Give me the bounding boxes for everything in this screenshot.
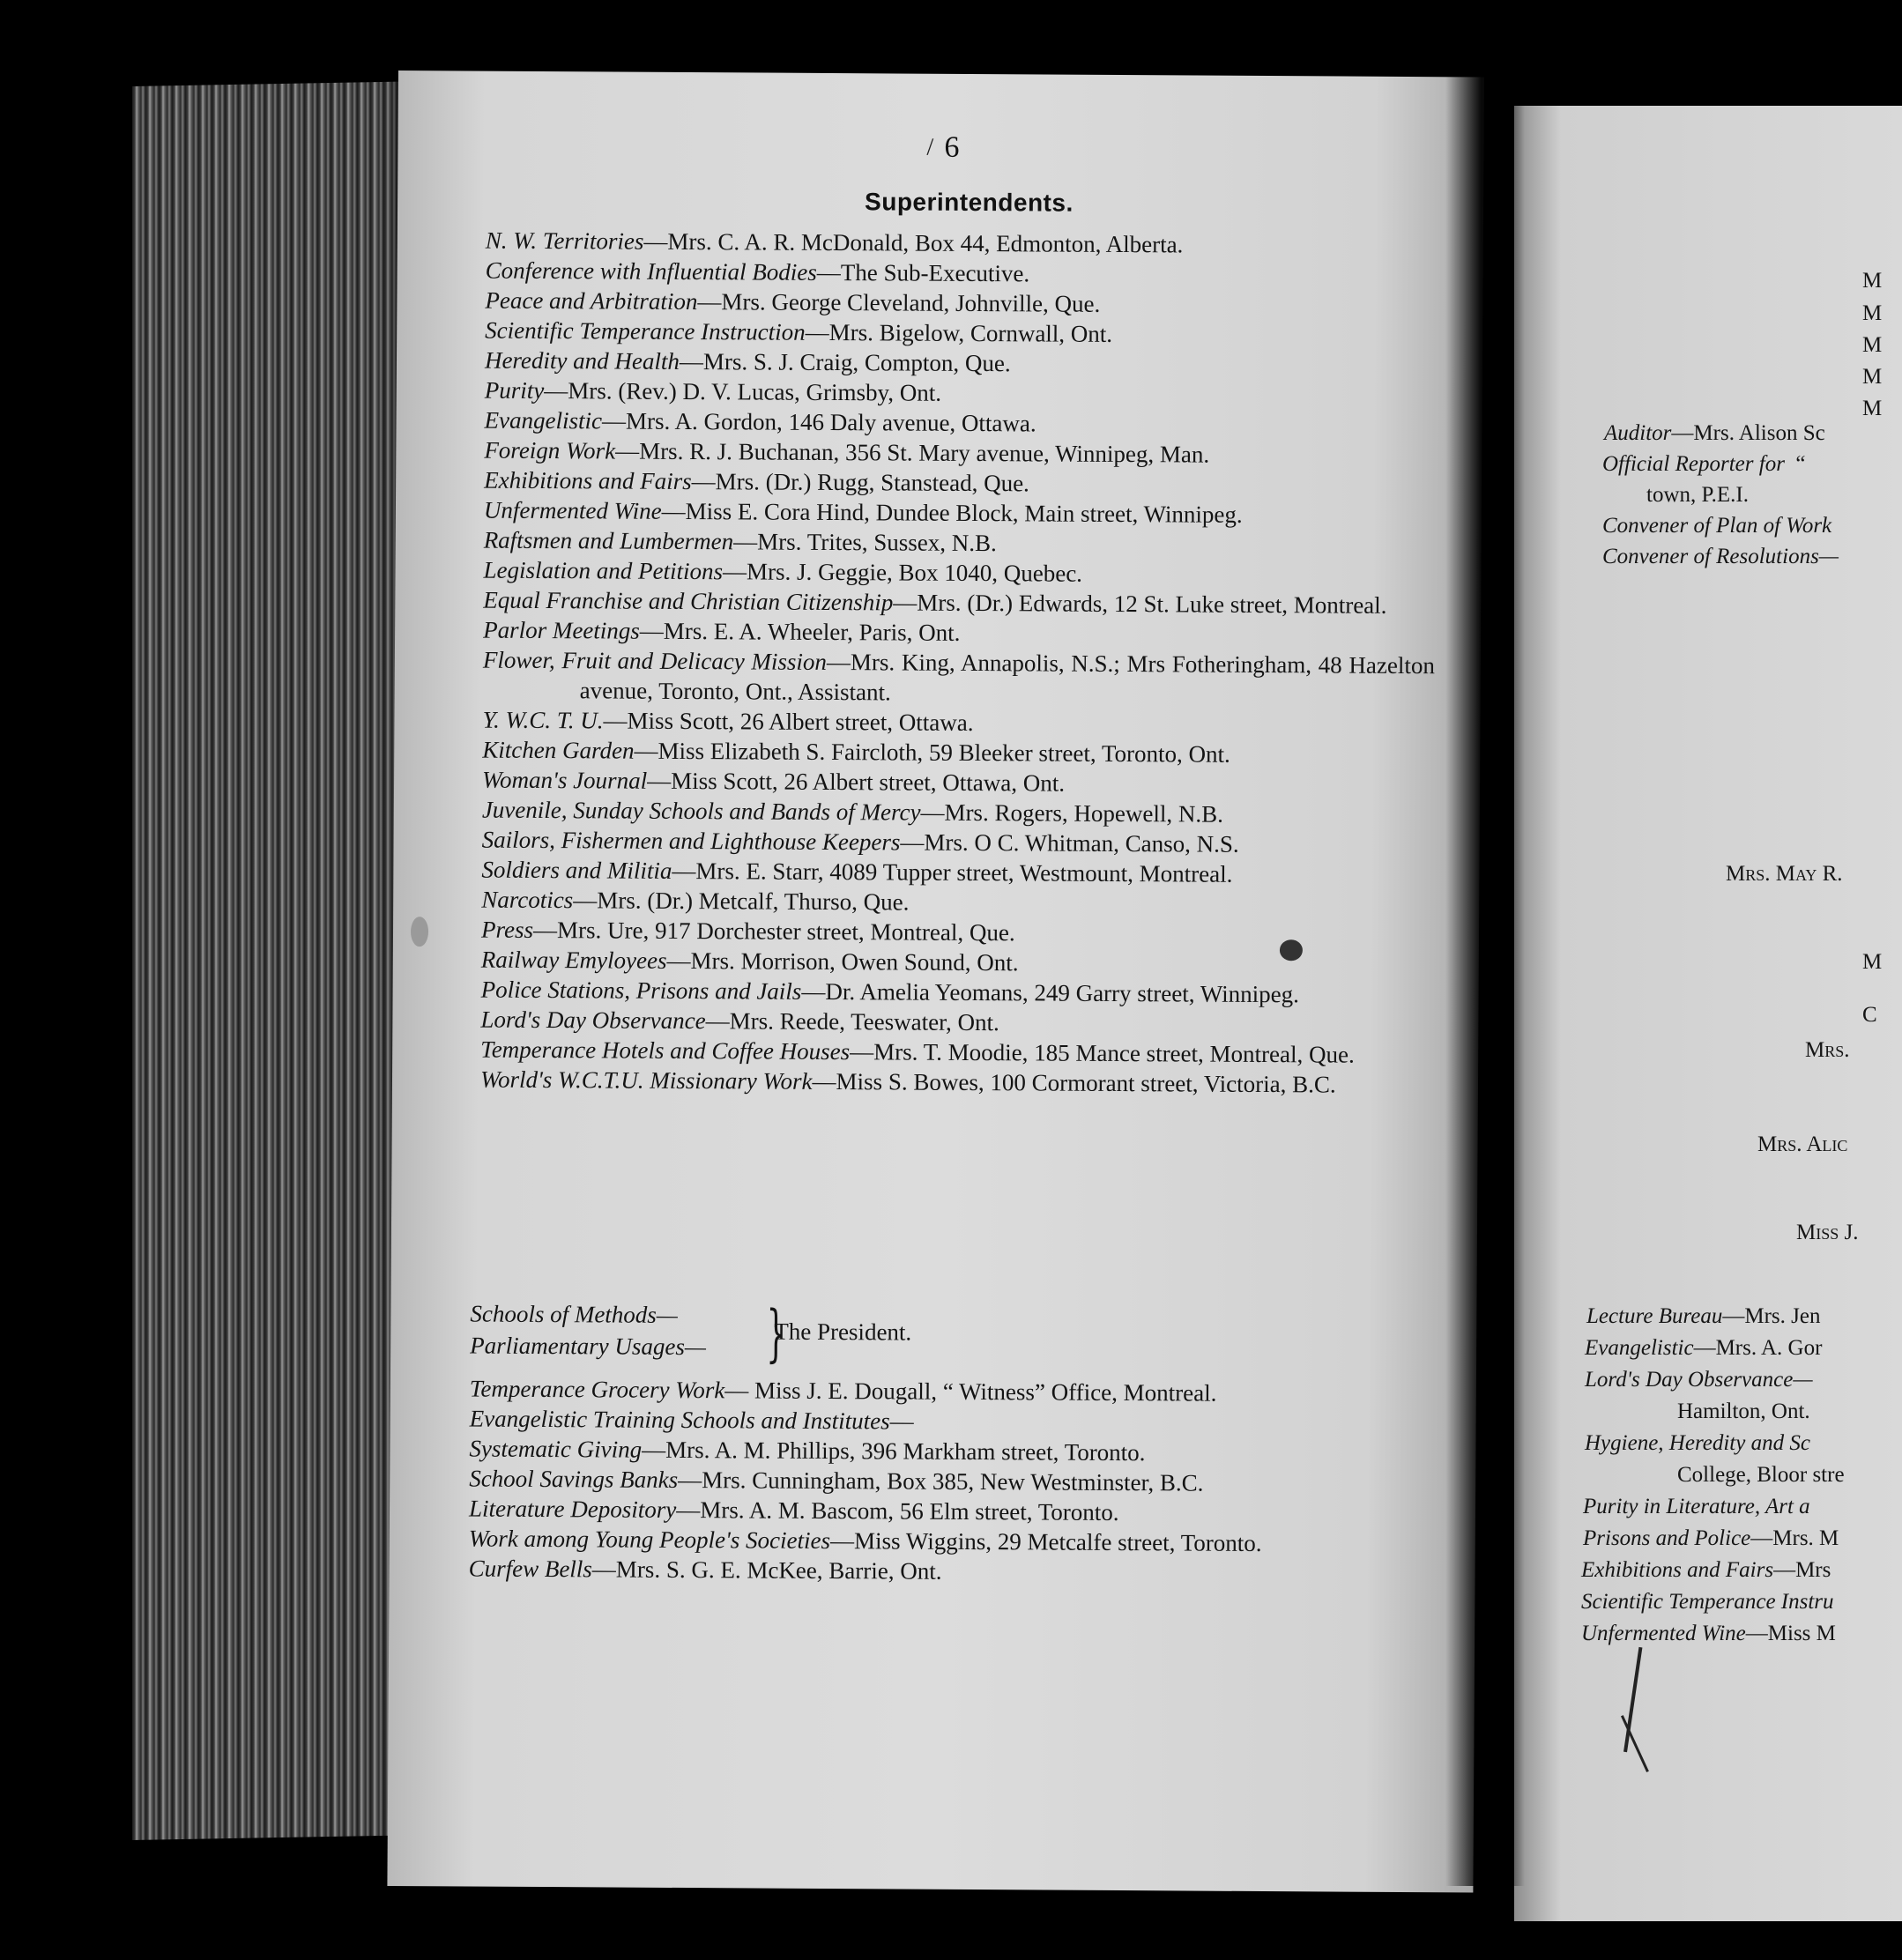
lecture-holder: —Mrs. Jen [1722,1304,1821,1328]
scientific-office: Scientific Temperance Instru [1581,1590,1834,1614]
lecture-line [1586,1304,1820,1329]
resolutions-line [1602,545,1839,569]
department-name: Unfermented Wine [483,496,662,524]
evangelistic-line [1585,1336,1822,1361]
right-page-fragment: Mrs. May R. [1726,862,1843,886]
superintendent-name: —Mrs. Reede, Teeswater, Ont. [705,1007,999,1036]
unfermented-office: Unfermented Wine [1581,1622,1746,1645]
right-page-fragment: M [1862,950,1883,974]
superintendent-name: —Mrs. S. J. Craig, Compton, Que. [679,347,1011,377]
unfermented-holder: —Miss M [1745,1622,1836,1645]
scientific-line [1581,1590,1834,1615]
lords-day-continuation: Hamilton, Ont. [1677,1399,1810,1423]
superintendent-name: —Mrs. A. M. Bascom, 56 Elm street, Toronto. [676,1496,1119,1526]
superintendent-name: —Mrs. R. J. Buchanan, 356 St. Mary avenue, Winnipeg, Man. [615,437,1210,468]
exhibitions-line [1581,1558,1831,1583]
auditor-holder: —Mrs. Alison Sc [1671,421,1825,445]
department-name: Narcotics [481,886,574,914]
department-name: Evangelistic Training Schools and Institutes [469,1405,890,1435]
lords-day-office: Lord's Day Observance— [1585,1368,1813,1392]
superintendent-name: —Miss Scott, 26 Albert street, Ottawa. [603,707,974,736]
department-name: Conference with Influential Bodies [485,256,817,286]
department-name: Peace and Arbitration [485,286,698,316]
superintendent-name: —Dr. Amelia Yeomans, 249 Garry street, Winnipeg. [801,977,1300,1008]
department-name: Work among Young People's Societies [468,1525,831,1555]
superintendent-name: —Miss E. Cora Hind, Dundee Block, Main street, Winnipeg. [661,497,1243,528]
department-name: Flower, Fruit and Delicacy Mission [482,646,828,675]
department-name: Legislation and Petitions [483,556,724,585]
purity-office: Purity in Literature, Art a [1583,1495,1810,1518]
superintendent-name: —Mrs. (Rev.) D. V. Lucas, Grimsby, Ont. [544,377,942,406]
evangelistic-office: Evangelistic [1585,1336,1694,1360]
department-name: Equal Franchise and Christian Citizenship [483,586,894,616]
ink-blot [411,917,428,947]
lecture-office: Lecture Bureau [1586,1304,1723,1328]
department-name: Police Stations, Prisons and Jails [480,976,802,1005]
department-name: Soldiers and Militia [481,856,672,884]
superintendent-name: —Miss Wiggins, 29 Metcalfe street, Toronto. [829,1527,1262,1557]
department-name: Systematic Giving [469,1435,643,1463]
superintendents-list [480,226,1438,1101]
plan-office: Convener of Plan of Work [1602,514,1832,538]
auditor-line [1604,421,1825,446]
superintendent-name: —Mrs. T. Moodie, 185 Mance street, Montreal, Que. [850,1038,1355,1068]
superintendent-entry [469,1554,1421,1590]
right-brace-icon: } [766,1296,786,1370]
superintendent-name: — [889,1407,914,1435]
right-page-fragment: M [1862,301,1883,325]
prisons-office: Prisons and Police [1583,1526,1751,1550]
superintendent-name: —Mrs. S. G. E. McKee, Barrie, Ont. [591,1555,942,1585]
plan-of-work-line [1602,514,1831,538]
ink-blot [1280,939,1303,961]
right-page-fragment: Mrs. Alic [1757,1132,1848,1156]
department-name: Sailors, Fishermen and Lighthouse Keepers [481,826,901,856]
department-name: Raftsmen and Lumbermen [483,526,734,555]
superintendent-name: —Mrs. (Dr.) Rugg, Stanstead, Que. [691,468,1029,497]
reporter-continuation: town, P.E.I. [1646,483,1749,507]
superintendent-name: —Miss S. Bowes, 100 Cormorant street, Victoria, B.C. [812,1067,1336,1098]
right-page-fragment: M [1862,333,1883,357]
unfermented-line [1581,1622,1836,1646]
department-name: Juvenile, Sunday Schools and Bands of Mercy [481,796,921,826]
superintendent-name: —Mrs. Rogers, Hopewell, N.B. [920,798,1224,828]
right-page-fragment: Miss J. [1796,1221,1859,1244]
evangelistic-holder: —Mrs. A. Gor [1693,1336,1823,1360]
purity-line [1583,1495,1810,1519]
section-heading: Superintendents. [865,188,1074,217]
superintendent-name: —Mrs. O C. Whitman, Canso, N.S. [900,828,1239,858]
superintendent-name: —Mrs. King, Annapolis, N.S.; Mrs Fotheringham, 48 Hazelton avenue, Toronto, Ont., Assistant. [579,648,1435,706]
superintendents-list-continued [469,1374,1422,1590]
department-name: Woman's Journal [481,766,648,794]
auditor-office: Auditor [1604,421,1672,445]
right-page-fragment: M [1862,397,1883,420]
superintendent-name: —Mrs. A. M. Phillips, 396 Markham street, Toronto. [642,1436,1146,1466]
department-name: Temperance Hotels and Coffee Houses [480,1036,851,1065]
brace-office-1: Schools of Methods— [470,1300,678,1328]
hygiene-continuation: College, Bloor stre [1677,1463,1845,1487]
department-name: Railway Emyloyees [480,946,667,974]
hygiene-line [1585,1431,1810,1456]
department-name: Parlor Meetings [483,616,640,644]
department-name: Exhibitions and Fairs [484,466,692,495]
exhibitions-office: Exhibitions and Fairs [1581,1558,1774,1582]
right-page [1514,106,1902,1921]
department-name: Literature Depository [468,1495,677,1523]
right-page-fragment: C [1862,1003,1877,1027]
hygiene-office: Hygiene, Heredity and Sc [1585,1431,1810,1455]
right-page-fragment: M [1862,365,1883,389]
gutter-shadow [1445,71,1525,1886]
right-page-fragment: Mrs. [1805,1038,1850,1062]
department-name: Scientific Temperance Instruction [485,316,806,345]
department-name: Evangelistic [484,406,603,434]
department-name: Heredity and Health [484,346,680,375]
department-name: School Savings Banks [469,1465,679,1493]
superintendent-name: —Mrs. Trites, Sussex, N.B. [733,528,997,557]
superintendent-name: —Mrs. Ure, 917 Dorchester street, Montreal, Que. [532,916,1015,947]
brace-holder: The President. [774,1318,912,1346]
superintendent-name: —Mrs. George Cleveland, Johnville, Que. [697,288,1101,317]
left-page [387,71,1484,1892]
right-page-fragment: M [1862,269,1883,293]
superintendent-name: —The Sub-Executive. [816,258,1030,287]
page-number: 6 [944,130,960,164]
prisons-holder: —Mrs. M [1750,1526,1839,1550]
reporter-office: Official Reporter for [1602,452,1785,476]
superintendent-name: —Miss Scott, 26 Albert street, Ottawa, Ont. [647,767,1066,797]
brace-group [470,1296,1087,1375]
department-name: N. W. Territories [485,226,644,255]
superintendent-name: —Mrs. (Dr.) Edwards, 12 St. Luke street, Montreal. [893,589,1387,619]
resolutions-office: Convener of Resolutions— [1602,545,1839,568]
superintendent-name: —Mrs. Cunningham, Box 385, New Westminster, B.C. [678,1466,1204,1496]
department-name: Lord's Day Observance [480,1006,706,1035]
superintendent-name: —Mrs. C. A. R. McDonald, Box 44, Edmonton, Alberta. [643,227,1184,258]
superintendent-entry [483,645,1435,711]
brace-office-2: Parliamentary Usages— [470,1332,706,1361]
prisons-line [1583,1526,1839,1551]
reporter-quote: “ [1795,452,1806,476]
department-name: Curfew Bells [468,1555,592,1583]
superintendent-name: —Mrs. J. Geggie, Box 1040, Quebec. [722,558,1083,587]
superintendent-name: —Mrs. E. A. Wheeler, Paris, Ont. [639,617,961,646]
department-name: Press [480,916,534,943]
exhibitions-holder: —Mrs [1773,1558,1831,1582]
superintendent-entry [480,1065,1432,1101]
superintendent-name: —Mrs. Bigelow, Cornwall, Ont. [805,318,1113,347]
pencil-slash-mark: / [926,133,934,161]
department-name: Temperance Grocery Work [469,1375,725,1404]
superintendent-name: —Mrs. A. Gordon, 146 Daly avenue, Ottawa. [601,407,1036,437]
department-name: Purity [484,376,545,405]
superintendent-name: —Miss Elizabeth S. Faircloth, 59 Bleeker street, Toronto, Ont. [634,737,1230,768]
reporter-line [1602,452,1806,477]
superintendent-name: —Mrs. Morrison, Owen Sound, Ont. [666,947,1019,976]
lords-day-line [1585,1368,1813,1392]
superintendent-name: — Miss J. E. Dougall, “ Witness” Office, Montreal. [724,1377,1217,1407]
superintendent-name: —Mrs. (Dr.) Metcalf, Thurso, Que. [573,887,910,916]
department-name: World's W.C.T.U. Missionary Work [479,1065,813,1095]
department-name: Foreign Work [484,436,616,464]
department-name: Y. W.C. T. U. [482,706,604,734]
superintendent-name: —Mrs. E. Starr, 4089 Tupper street, Westmount, Montreal. [672,857,1233,887]
department-name: Kitchen Garden [482,736,635,764]
book-page-edges [132,81,432,1840]
